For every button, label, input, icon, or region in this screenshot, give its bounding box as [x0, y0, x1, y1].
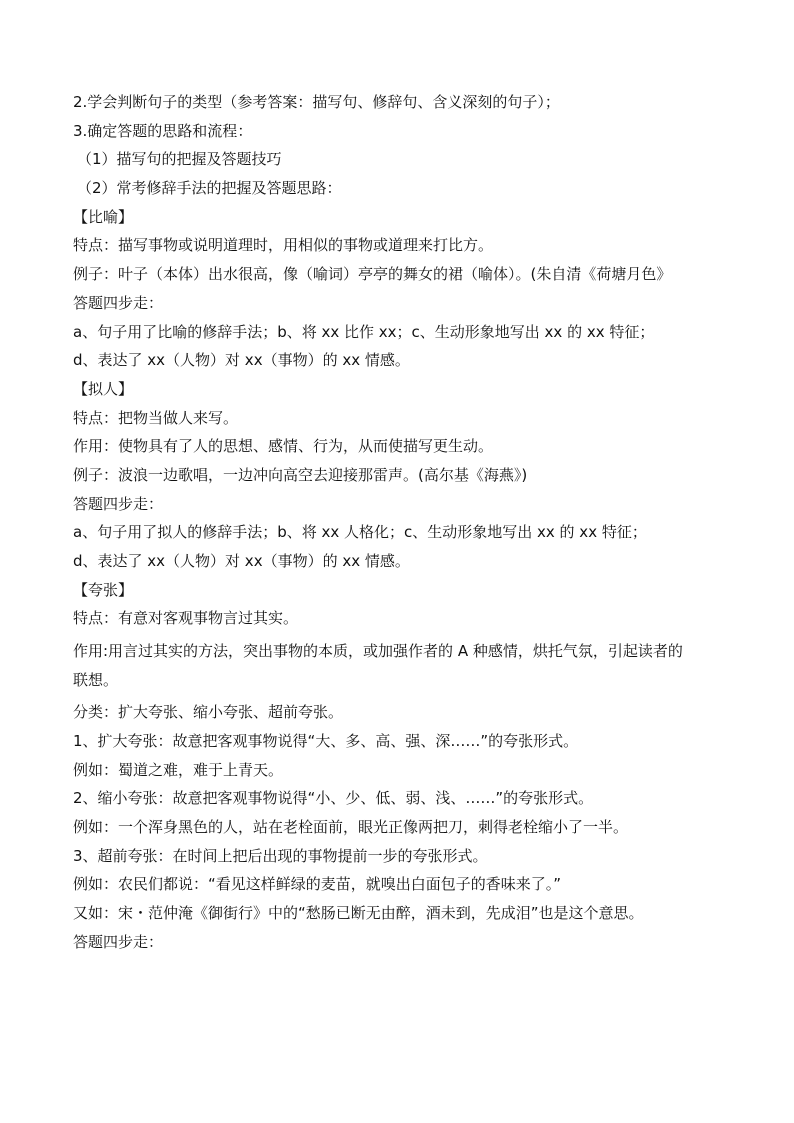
text-line: 答题四步走： [73, 932, 164, 951]
text-line: 答题四步走： [73, 293, 164, 312]
text-line: （2）常考修辞手法的把握及答题思路： [77, 179, 342, 198]
section-heading: 【夸张】 [73, 580, 134, 599]
text-line: 1、扩大夸张：故意把客观事物说得“大、多、高、强、深……”的夸张形式。 [73, 731, 579, 750]
text-line: 联想。 [73, 670, 119, 689]
text-paragraph [73, 637, 733, 694]
document-body [73, 92, 733, 960]
text-line: 分类：扩大夸张、缩小夸张、超前夸张。 [73, 703, 344, 722]
text-line: 例如：蜀道之难，难于上青天。 [73, 760, 284, 779]
text-line: 例子：叶子（本体）出水很高，像（喻词）亭亭的舞女的裙（喻体）。(朱自清《荷塘月色》 [73, 265, 672, 284]
text-line: 答题四步走： [73, 494, 164, 513]
text-line: 特点：有意对客观事物言过其实。 [73, 609, 299, 628]
text-line: 3.确定答题的思路和流程： [73, 121, 253, 140]
text-line: 作用：使物具有了人的思想、感情、行为，从而使描写更生动。 [73, 437, 494, 456]
text-line: 2.学会判断句子的类型（参考答案：描写句、修辞句、含义深刻的句子）； [73, 93, 560, 111]
text-line: 例如：一个浑身黑色的人，站在老栓面前，眼光正像两把刀，刺得老栓缩小了一半。 [73, 817, 629, 836]
text-line: d、表达了 xx（人物）对 xx（事物）的 xx 情感。 [73, 351, 410, 370]
text-line: 例子：波浪一边歌唱，一边冲向高空去迎接那雷声。(高尔基《海燕》) [73, 465, 528, 484]
text-line: 例如：农民们都说：“看见这样鲜绿的麦苗，就嗅出白面包子的香味来了。” [73, 875, 562, 894]
text-line: a、句子用了拟人的修辞手法；b、将 xx 人格化；c、生动形象地写出 xx 的 xx 特征； [73, 523, 647, 542]
text-line: 又如：宋・范仲淹《御街行》中的“愁肠已断无由醉，酒未到，先成泪”也是这个意思。 [73, 903, 644, 922]
text-line: 特点：把物当做人来写。 [73, 408, 239, 427]
section-heading: 【拟人】 [73, 379, 134, 398]
text-line: 特点：描写事物或说明道理时，用相似的事物或道理来打比方。 [73, 236, 494, 255]
section-heading: 【比喻】 [73, 207, 134, 226]
text-line: 2、缩小夸张：故意把客观事物说得“小、少、低、弱、浅、……”的夸张形式。 [73, 789, 594, 808]
text-line: （1）描写句的把握及答题技巧 [77, 150, 282, 169]
text-line: a、句子用了比喻的修辞手法；b、将 xx 比作 xx；c、生动形象地写出 xx 的 xx 特征； [73, 322, 655, 341]
text-line: 3、超前夸张：在时间上把后出现的事物提前一步的夸张形式。 [73, 846, 488, 865]
text-line: 作用:用言过其实的方法，突出事物的本质，或加强作者的 A 种感情，烘托气氛，引起读者的 [73, 642, 683, 661]
text-line: d、表达了 xx（人物）对 xx（事物）的 xx 情感。 [73, 552, 410, 570]
